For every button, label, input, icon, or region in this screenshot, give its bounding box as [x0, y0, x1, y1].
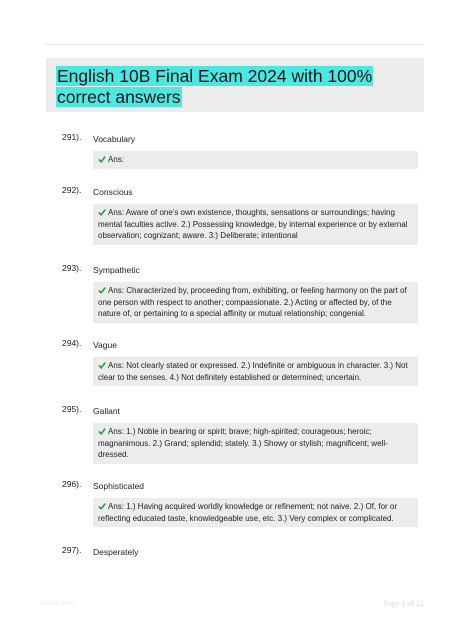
checkmark-icon: [98, 427, 106, 435]
document-title: [56, 66, 416, 108]
answer-box: [93, 151, 418, 169]
answer-box: [93, 282, 418, 323]
title-box: [46, 58, 424, 112]
answer-text: Ans: 1.) Having acquired worldly knowledge or refinement; not naive. 2.) Of, for or reflecting educated taste, knowledgeable use, etc. 3.) Very complex or complicated.: [98, 502, 398, 523]
answer-text: Ans: 1.) Noble in bearing or spirit; brave; high-spirited; courageous; heroic; magnanimous. 2.) Grand; splendid; stately. 3.) Showy or stylish; magnificent; well-dressed.: [98, 427, 388, 459]
question-term: Sophisticated: [93, 481, 145, 491]
checkmark-icon: [98, 286, 106, 294]
checkmark-icon: [98, 361, 106, 369]
question-number: 297).: [62, 545, 82, 555]
question-number: 295).: [62, 404, 82, 414]
answer-box: [93, 423, 418, 464]
answer-text: Ans: Aware of one's own existence, thoughts, sensations or surroundings; having mental faculties active. 2.) Possessing knowledge, by internal experience or by external observation; cognizant; aware. 3.) Deliberate; intentional: [98, 208, 408, 240]
question-term: Vague: [93, 340, 117, 350]
answer-text: Ans: Characterized by, proceeding from, exhibiting, or feeling harmony on the part of one person with respect to another; compassionate. 2.) Acting or affected by, of the nature of, or pertaining to a special affinity or mutual relationship; congenial.: [98, 286, 407, 318]
answer-box: [93, 204, 418, 245]
top-divider: [46, 44, 424, 45]
footer-watermark: Stuvia.com: [40, 600, 75, 607]
question-term: Vocabulary: [93, 134, 136, 144]
question-term: Sympathetic: [93, 265, 140, 275]
answer-text: Ans: Not clearly stated or expressed. 2.) Indefinite or ambiguous in character. 3.) Not clear to the senses. 4.) Not definitely established or determined; uncertain.: [98, 361, 408, 382]
question-number: 291).: [62, 132, 82, 142]
checkmark-icon: [98, 502, 106, 510]
question-term: Gallant: [93, 406, 120, 416]
question-term: Conscious: [93, 187, 133, 197]
question-number: 296).: [62, 479, 82, 489]
checkmark-icon: [98, 155, 106, 163]
question-term: Desperately: [93, 547, 139, 557]
answer-box: [93, 357, 418, 386]
checkmark-icon: [98, 208, 106, 216]
question-number: 294).: [62, 338, 82, 348]
page-number: Page 1 of 22: [383, 599, 424, 608]
question-number: 293).: [62, 263, 82, 273]
question-number: 292).: [62, 185, 82, 195]
answer-box: [93, 498, 418, 527]
answer-text: Ans:: [108, 155, 125, 164]
title-highlight: English 10B Final Exam 2024 with 100% correct answers: [57, 66, 373, 107]
